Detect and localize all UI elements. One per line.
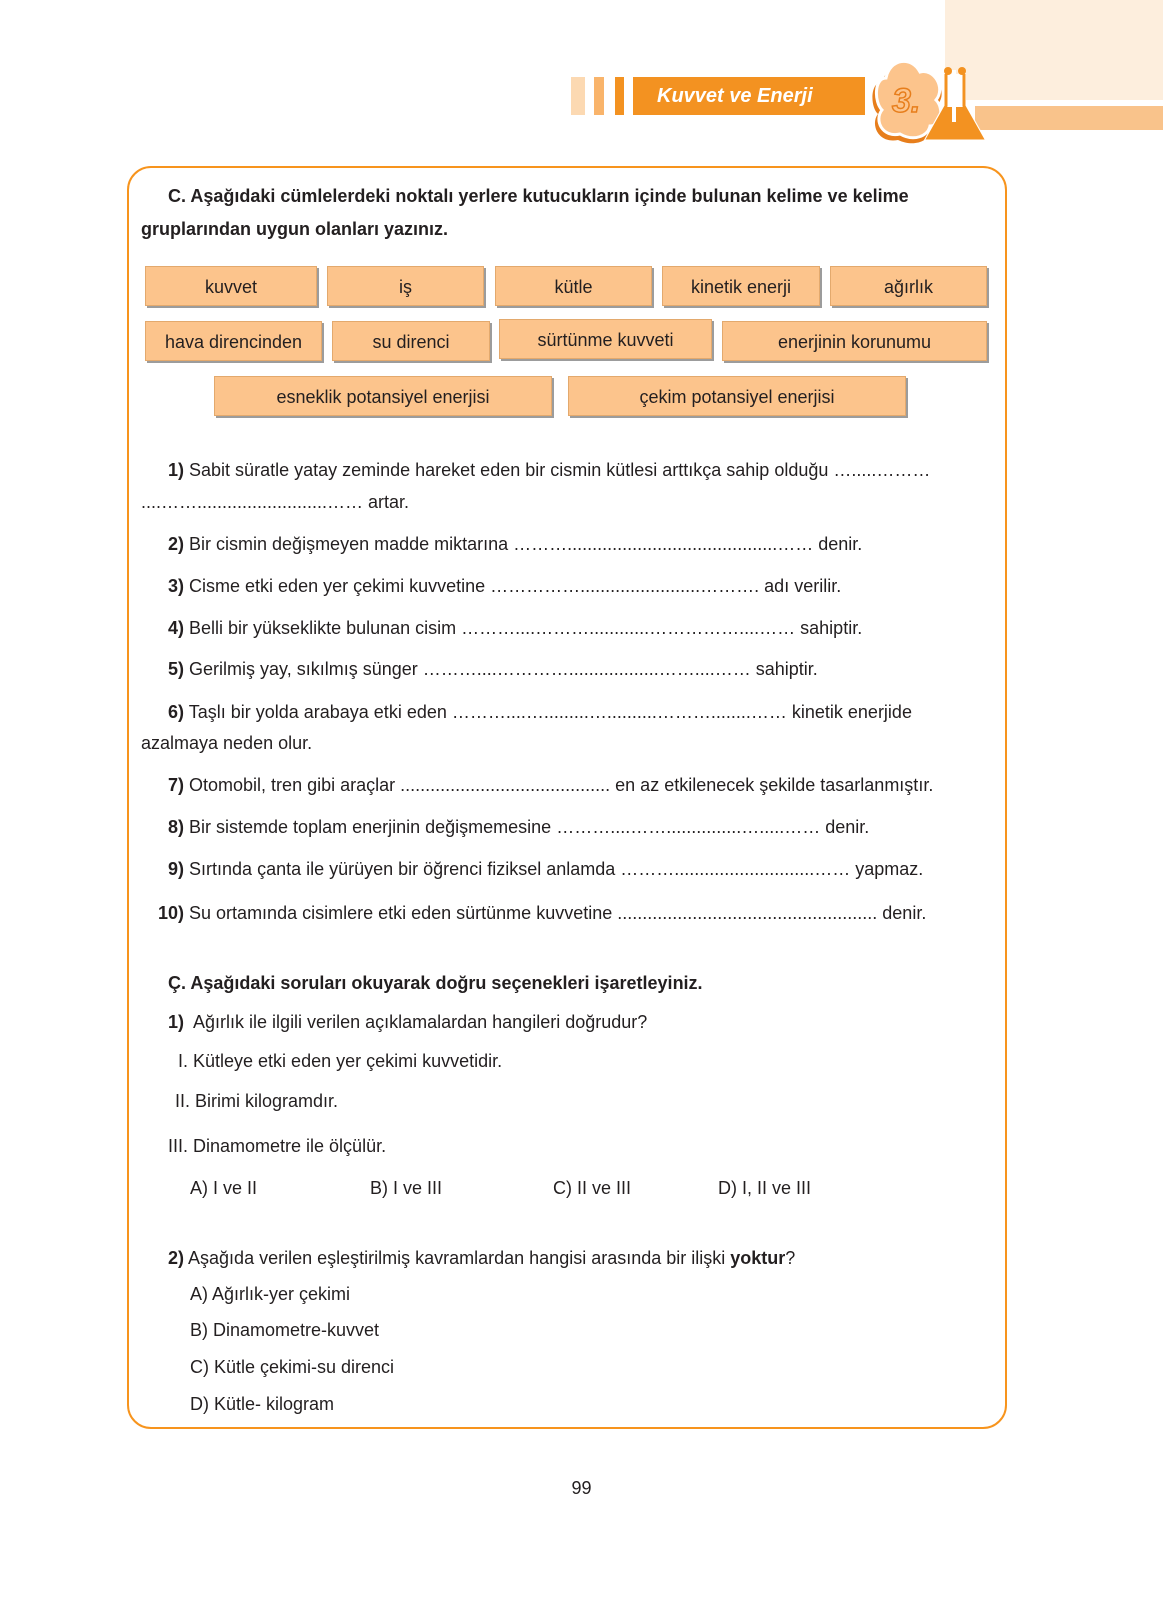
header-bar: [615, 77, 624, 115]
question-3: 3) Cisme etki eden yer çekimi kuvvetine ……………........................………. adı verilir.: [168, 576, 842, 596]
section-c-instruction-cont: gruplarından uygun olanları yazınız.: [141, 219, 449, 239]
statement-1: I. Kütleye etki eden yer çekimi kuvvetidir.: [178, 1051, 503, 1071]
question-1: 1) Sabit süratle yatay zeminde hareket eden bir cismin kütlesi arttıkça sahip olduğu ….....………: [168, 460, 931, 480]
question-9: 9) Sırtında çanta ile yürüyen bir öğrenci fiziksel anlamda ………............................…… yapmaz.: [168, 859, 924, 879]
question-2: 2) Bir cismin değişmeyen madde miktarına ………..........................................…… denir.: [168, 534, 863, 554]
word-box: sürtünme kuvveti: [499, 319, 712, 359]
option-c[interactable]: C) Kütle çekimi-su direnci: [190, 1357, 395, 1377]
word-box: hava direncinden: [145, 321, 322, 361]
header-bar: [594, 77, 604, 115]
question-1-cont: ....……..........................…… artar.: [141, 492, 410, 512]
option-b[interactable]: B) I ve III: [370, 1178, 443, 1198]
question-8: 8) Bir sistemde toplam enerjinin değişmemesine ………....……...............….....…… denir.: [168, 817, 870, 837]
flask-icon: [868, 52, 993, 147]
header-bar: [571, 77, 585, 115]
option-d[interactable]: D) Kütle- kilogram: [190, 1394, 335, 1414]
word-box: kinetik enerji: [662, 266, 820, 306]
word-box: enerjinin korunumu: [722, 321, 987, 361]
word-box: kütle: [495, 266, 652, 306]
word-box: iş: [327, 266, 484, 306]
word-box: esneklik potansiyel enerjisi: [214, 376, 552, 416]
option-c[interactable]: C) II ve III: [553, 1178, 632, 1198]
page-number: 99: [571, 1478, 592, 1498]
mc-question-1: 1) Ağırlık ile ilgili verilen açıklamalardan hangileri doğrudur?: [168, 1012, 648, 1032]
word-box: su direnci: [332, 321, 490, 361]
corner-strip-decoration: [975, 106, 1163, 130]
statement-2: II. Birimi kilogramdır.: [175, 1091, 339, 1111]
statement-3: III. Dinamometre ile ölçülür.: [168, 1136, 387, 1156]
section-cc-instruction: Ç. Aşağıdaki soruları okuyarak doğru seçenekleri işaretleyiniz.: [168, 973, 703, 993]
word-box: çekim potansiyel enerjisi: [568, 376, 906, 416]
word-box: ağırlık: [830, 266, 987, 306]
question-6-cont: azalmaya neden olur.: [141, 733, 313, 753]
question-5: 5) Gerilmiş yay, sıkılmış sünger ………....…………..................……....…… sahiptir.: [168, 659, 818, 679]
question-7: 7) Otomobil, tren gibi araçlar .......................................... en az etkilenecek şekilde tasarlanmıştır.: [168, 775, 934, 795]
option-a[interactable]: A) I ve II: [190, 1178, 258, 1198]
question-6: 6) Taşlı bir yolda arabaya etki eden ………....….........…..........………........…… kinetik enerjide: [168, 702, 912, 722]
chapter-badge: [868, 52, 993, 147]
chapter-number: 3.: [892, 82, 921, 120]
section-title: Kuvvet ve Enerji: [633, 77, 865, 115]
section-c-instruction: C. Aşağıdaki cümlelerdeki noktalı yerlere kutucukların içinde bulunan kelime ve kelime: [168, 186, 909, 206]
option-b[interactable]: B) Dinamometre-kuvvet: [190, 1320, 380, 1340]
question-4: 4) Belli bir yükseklikte bulunan cisim ………....………............……………....…… sahiptir.: [168, 618, 863, 638]
question-10: 10) Su ortamında cisimlere etki eden sürtünme kuvvetine .................................................... denir.: [158, 903, 927, 923]
word-box: kuvvet: [145, 266, 317, 306]
mc-question-2: 2) Aşağıda verilen eşleştirilmiş kavramlardan hangisi arasında bir ilişki yoktur?: [168, 1248, 796, 1268]
option-a[interactable]: A) Ağırlık-yer çekimi: [190, 1284, 351, 1304]
option-d[interactable]: D) I, II ve III: [718, 1178, 812, 1198]
